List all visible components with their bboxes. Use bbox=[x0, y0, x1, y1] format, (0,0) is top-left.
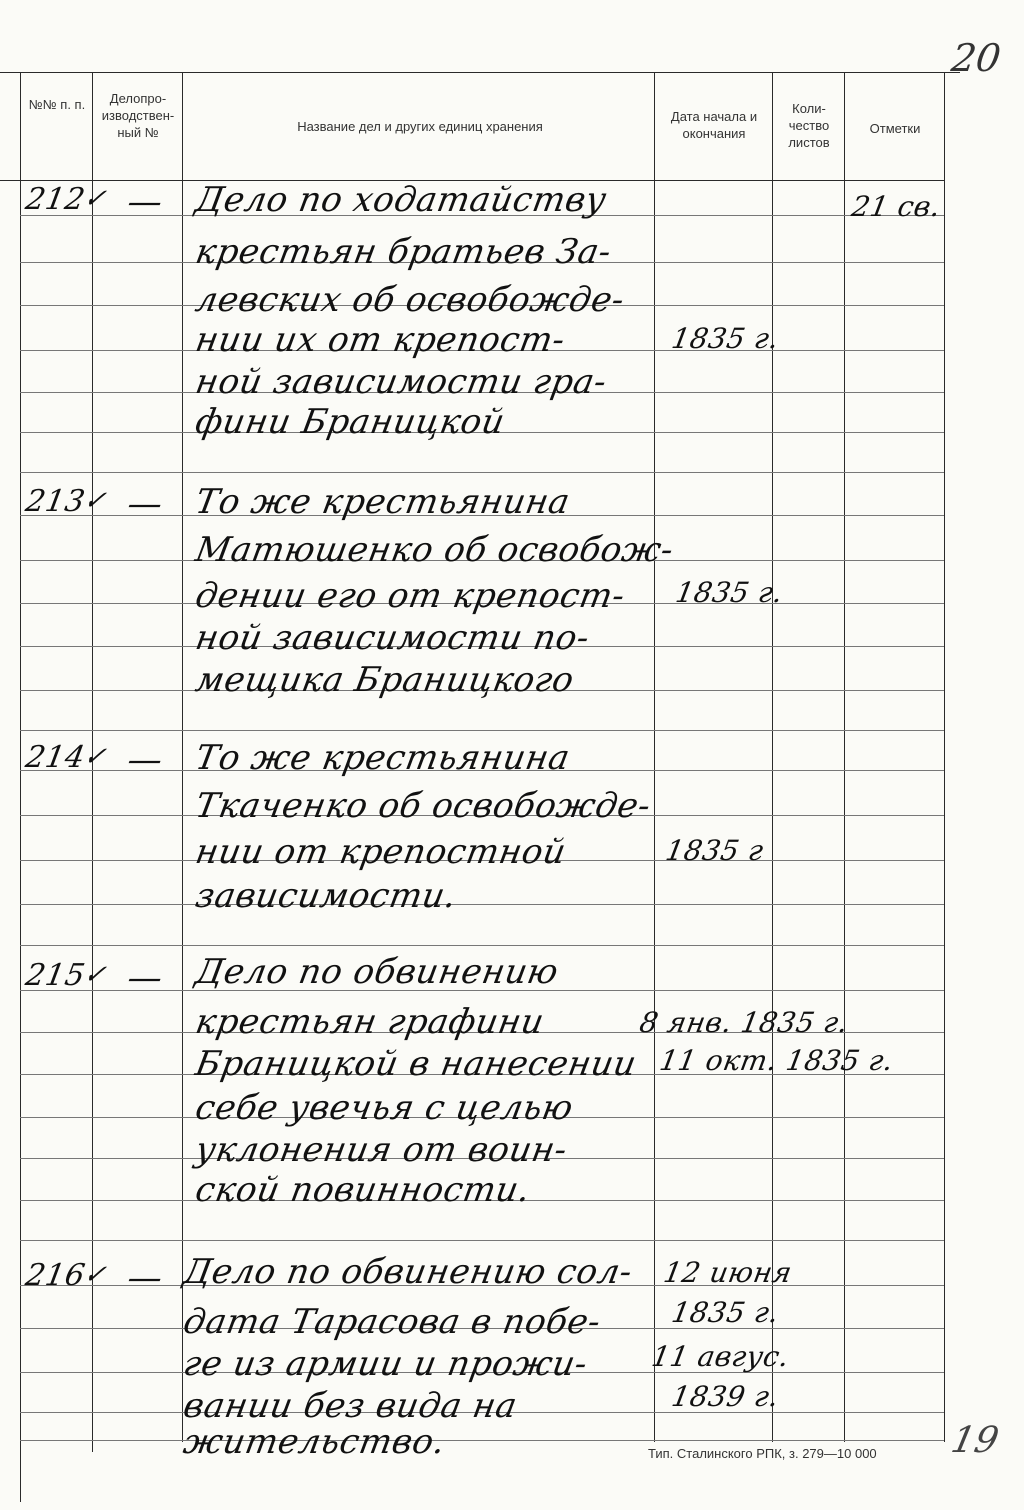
entry-note: 21 св. bbox=[849, 190, 944, 223]
entry-date: 1835 г. bbox=[669, 1296, 782, 1329]
entry-line: Браницкой в нанесении bbox=[192, 1044, 640, 1084]
col-divider-0 bbox=[20, 72, 21, 1502]
col-divider-5 bbox=[844, 72, 845, 1442]
entry-number: 212 bbox=[22, 182, 88, 217]
entry-line: ной зависимости гра- bbox=[192, 362, 610, 402]
entry-line: вании без вида на bbox=[180, 1386, 521, 1426]
printer-imprint: Тип. Сталинского РПК, з. 279—10 000 bbox=[648, 1446, 877, 1461]
entry-date: 1835 г. bbox=[673, 576, 786, 609]
entry-line: Дело по обвинению сол- bbox=[180, 1252, 636, 1292]
entry-date: 1839 г. bbox=[669, 1380, 782, 1413]
entry-line: Матюшенко об освобож- bbox=[192, 530, 677, 570]
entry-line: Дело по ходатайству bbox=[192, 180, 610, 220]
entry-date: 12 июня bbox=[661, 1256, 795, 1289]
header-col-title: Название дел и других единиц хранения bbox=[297, 119, 543, 134]
entry-line: Дело по обвинению bbox=[192, 952, 562, 992]
check-mark: ✓ bbox=[81, 486, 109, 516]
ruled-line bbox=[20, 904, 944, 905]
entry-date: 11 окт. 1835 г. bbox=[657, 1044, 897, 1077]
check-mark: ✓ bbox=[81, 960, 109, 990]
entry-number: 215 bbox=[22, 958, 88, 993]
entry-line: крестьян братьев За- bbox=[192, 232, 615, 272]
entry-line: левских об освобожде- bbox=[192, 280, 628, 320]
entry-line: ной зависимости по- bbox=[192, 618, 593, 658]
entry-line: ге из армии и прожи- bbox=[180, 1344, 591, 1384]
entry-line: нии их от крепост- bbox=[192, 320, 569, 360]
entry-number: 216 bbox=[22, 1258, 88, 1293]
entry-line: Ткаченко об освобожде- bbox=[192, 786, 654, 826]
check-mark: ✓ bbox=[81, 742, 109, 772]
table-top-border bbox=[0, 72, 960, 73]
entry-line: нии от крепостной bbox=[192, 832, 570, 872]
header-col-delo: Делопро- изводствен- ный № bbox=[101, 91, 175, 140]
entry-line: мещика Браницкого bbox=[192, 660, 578, 700]
delo-number: — bbox=[124, 740, 167, 780]
delo-number: — bbox=[124, 1258, 167, 1298]
entry-date: 1835 г bbox=[663, 834, 767, 867]
col-divider-4 bbox=[772, 72, 773, 1442]
header-col-dates: Дата начала и окончания bbox=[670, 109, 758, 141]
ruled-line bbox=[20, 945, 944, 946]
col-divider-2 bbox=[182, 72, 183, 1442]
page-number-top: 20 bbox=[948, 36, 1004, 80]
entry-date: 8 янв. 1835 г. bbox=[637, 1006, 851, 1039]
entry-line: дата Тарасова в побе- bbox=[180, 1302, 604, 1342]
check-mark: ✓ bbox=[81, 184, 109, 214]
entry-line: крестьян графини bbox=[192, 1002, 548, 1042]
entry-date: 11 авгус. bbox=[649, 1340, 792, 1373]
entry-line: То же крестьянина bbox=[192, 738, 574, 778]
delo-number: — bbox=[124, 484, 167, 524]
entry-line: фини Браницкой bbox=[192, 402, 508, 442]
page-number-bottom: 19 bbox=[947, 1420, 1003, 1461]
ruled-line bbox=[20, 1440, 944, 1441]
col-divider-3 bbox=[654, 72, 655, 1442]
ruled-line bbox=[20, 472, 944, 473]
entry-date: 1835 г. bbox=[669, 322, 782, 355]
ruled-line bbox=[20, 1240, 944, 1241]
entry-line: себе увечья с целью bbox=[192, 1088, 577, 1128]
entry-line: уклонения от воин- bbox=[192, 1130, 571, 1170]
header-col-notes: Отметки bbox=[869, 121, 921, 136]
entry-line: зависимости. bbox=[192, 876, 460, 916]
entry-line: То же крестьянина bbox=[192, 482, 574, 522]
delo-number: — bbox=[124, 958, 167, 998]
entry-number: 213 bbox=[22, 484, 88, 519]
entry-line: ской повинности. bbox=[192, 1170, 534, 1210]
header-col-num: №№ п. п. bbox=[28, 97, 86, 112]
entry-line: жительство. bbox=[180, 1422, 449, 1462]
header-col-count: Коли- чество листов bbox=[788, 101, 830, 150]
entry-line: дении его от крепост- bbox=[192, 576, 629, 616]
col-divider-6 bbox=[944, 72, 945, 1442]
entry-number: 214 bbox=[22, 740, 88, 775]
ruled-line bbox=[20, 730, 944, 731]
delo-number: — bbox=[124, 182, 167, 222]
check-mark: ✓ bbox=[81, 1260, 109, 1290]
